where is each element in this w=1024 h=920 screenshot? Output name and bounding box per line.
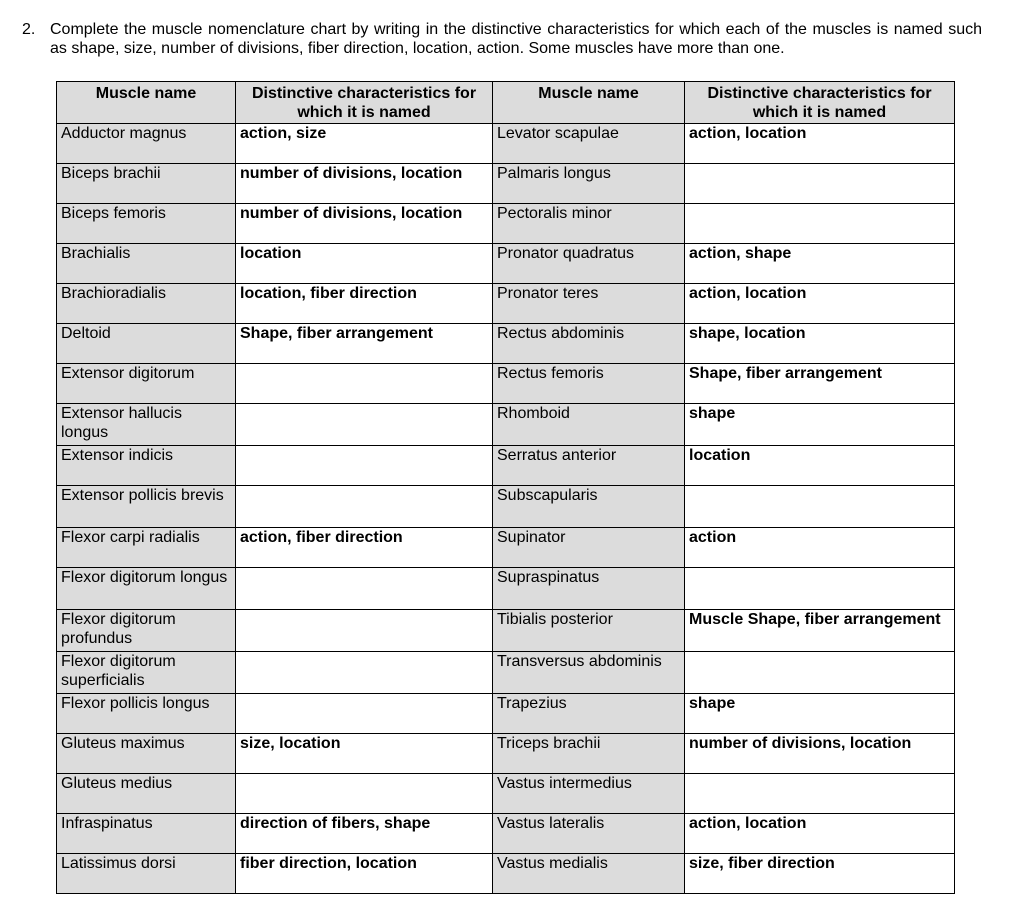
muscle-name-right: Pronator quadratus: [493, 244, 685, 284]
table-row: [57, 854, 955, 894]
table-row: [57, 694, 955, 734]
nomenclature-table: [56, 81, 955, 894]
header-row: [57, 82, 955, 124]
characteristics-right[interactable]: action, location: [685, 284, 955, 324]
muscle-name-right: Rectus femoris: [493, 364, 685, 404]
characteristics-right[interactable]: Shape, fiber arrangement: [685, 364, 955, 404]
header-characteristics-right: Distinctive characteristics for which it is named: [685, 82, 955, 124]
header-characteristics-left: Distinctive characteristics for which it is named: [236, 82, 493, 124]
muscle-name-left: Extensor hallucis longus: [57, 404, 236, 446]
muscle-name-left: Adductor magnus: [57, 124, 236, 164]
characteristics-left[interactable]: [236, 404, 493, 446]
table-row: [57, 528, 955, 568]
characteristics-left[interactable]: action, fiber direction: [236, 528, 493, 568]
characteristics-left[interactable]: [236, 486, 493, 528]
muscle-name-right: Transversus abdominis: [493, 652, 685, 694]
muscle-name-left: Deltoid: [57, 324, 236, 364]
table-row: [57, 164, 955, 204]
table-row: [57, 404, 955, 446]
muscle-name-right: Pectoralis minor: [493, 204, 685, 244]
characteristics-right[interactable]: action, location: [685, 814, 955, 854]
table-row: [57, 446, 955, 486]
characteristics-right[interactable]: shape: [685, 694, 955, 734]
muscle-name-left: Flexor digitorum superficialis: [57, 652, 236, 694]
table-row: [57, 568, 955, 610]
muscle-name-left: Infraspinatus: [57, 814, 236, 854]
muscle-name-right: Trapezius: [493, 694, 685, 734]
characteristics-right[interactable]: [685, 774, 955, 814]
characteristics-left[interactable]: location: [236, 244, 493, 284]
muscle-name-left: Extensor indicis: [57, 446, 236, 486]
muscle-name-right: Tibialis posterior: [493, 610, 685, 652]
characteristics-right[interactable]: [685, 486, 955, 528]
characteristics-left[interactable]: fiber direction, location: [236, 854, 493, 894]
characteristics-right[interactable]: Muscle Shape, fiber arrangement: [685, 610, 955, 652]
characteristics-left[interactable]: action, size: [236, 124, 493, 164]
muscle-name-right: Palmaris longus: [493, 164, 685, 204]
characteristics-left[interactable]: [236, 364, 493, 404]
characteristics-left[interactable]: location, fiber direction: [236, 284, 493, 324]
muscle-name-left: Biceps femoris: [57, 204, 236, 244]
header-muscle-name-right: Muscle name: [493, 82, 685, 124]
characteristics-right[interactable]: action: [685, 528, 955, 568]
characteristics-right[interactable]: shape: [685, 404, 955, 446]
characteristics-left[interactable]: number of divisions, location: [236, 164, 493, 204]
question-text: Complete the muscle nomenclature chart by writing in the distinctive characteristics for which each of the muscles is named such as shape, size, number of divisions, fiber direction, location, action. Some muscles have more than one.: [50, 21, 982, 57]
table-row: [57, 284, 955, 324]
muscle-name-right: Rectus abdominis: [493, 324, 685, 364]
question-number: 2.: [22, 21, 36, 38]
characteristics-right[interactable]: [685, 652, 955, 694]
table-row: [57, 774, 955, 814]
muscle-name-right: Vastus intermedius: [493, 774, 685, 814]
characteristics-right[interactable]: location: [685, 446, 955, 486]
characteristics-left[interactable]: [236, 568, 493, 610]
characteristics-right[interactable]: shape, location: [685, 324, 955, 364]
muscle-name-right: Supinator: [493, 528, 685, 568]
characteristics-left[interactable]: size, location: [236, 734, 493, 774]
muscle-name-left: Flexor carpi radialis: [57, 528, 236, 568]
characteristics-right[interactable]: action, location: [685, 124, 955, 164]
table-row: [57, 734, 955, 774]
muscle-name-right: Serratus anterior: [493, 446, 685, 486]
characteristics-left[interactable]: [236, 694, 493, 734]
muscle-name-left: Flexor pollicis longus: [57, 694, 236, 734]
muscle-name-right: Supraspinatus: [493, 568, 685, 610]
characteristics-right[interactable]: [685, 204, 955, 244]
characteristics-left[interactable]: [236, 652, 493, 694]
muscle-name-left: Extensor digitorum: [57, 364, 236, 404]
muscle-name-left: Gluteus maximus: [57, 734, 236, 774]
characteristics-right[interactable]: number of divisions, location: [685, 734, 955, 774]
muscle-name-left: Brachioradialis: [57, 284, 236, 324]
header-muscle-name-left: Muscle name: [57, 82, 236, 124]
table-row: [57, 324, 955, 364]
muscle-name-left: Brachialis: [57, 244, 236, 284]
muscle-name-right: Pronator teres: [493, 284, 685, 324]
characteristics-left[interactable]: [236, 446, 493, 486]
characteristics-left[interactable]: [236, 610, 493, 652]
table-row: [57, 610, 955, 652]
table-row: [57, 814, 955, 854]
characteristics-right[interactable]: action, shape: [685, 244, 955, 284]
characteristics-left[interactable]: Shape, fiber arrangement: [236, 324, 493, 364]
table-row: [57, 364, 955, 404]
muscle-name-left: Biceps brachii: [57, 164, 236, 204]
muscle-name-left: Latissimus dorsi: [57, 854, 236, 894]
characteristics-left[interactable]: direction of fibers, shape: [236, 814, 493, 854]
muscle-name-left: Extensor pollicis brevis: [57, 486, 236, 528]
table-row: [57, 486, 955, 528]
table-row: [57, 204, 955, 244]
characteristics-left[interactable]: [236, 774, 493, 814]
muscle-name-left: Flexor digitorum profundus: [57, 610, 236, 652]
table-row: [57, 124, 955, 164]
muscle-name-right: Rhomboid: [493, 404, 685, 446]
muscle-name-right: Triceps brachii: [493, 734, 685, 774]
muscle-name-right: Vastus medialis: [493, 854, 685, 894]
characteristics-left[interactable]: number of divisions, location: [236, 204, 493, 244]
characteristics-right[interactable]: [685, 164, 955, 204]
characteristics-right[interactable]: size, fiber direction: [685, 854, 955, 894]
table-row: [57, 652, 955, 694]
table-row: [57, 244, 955, 284]
muscle-name-left: Flexor digitorum longus: [57, 568, 236, 610]
muscle-name-right: Vastus lateralis: [493, 814, 685, 854]
characteristics-right[interactable]: [685, 568, 955, 610]
muscle-name-left: Gluteus medius: [57, 774, 236, 814]
muscle-name-right: Subscapularis: [493, 486, 685, 528]
question: [22, 20, 982, 58]
muscle-name-right: Levator scapulae: [493, 124, 685, 164]
